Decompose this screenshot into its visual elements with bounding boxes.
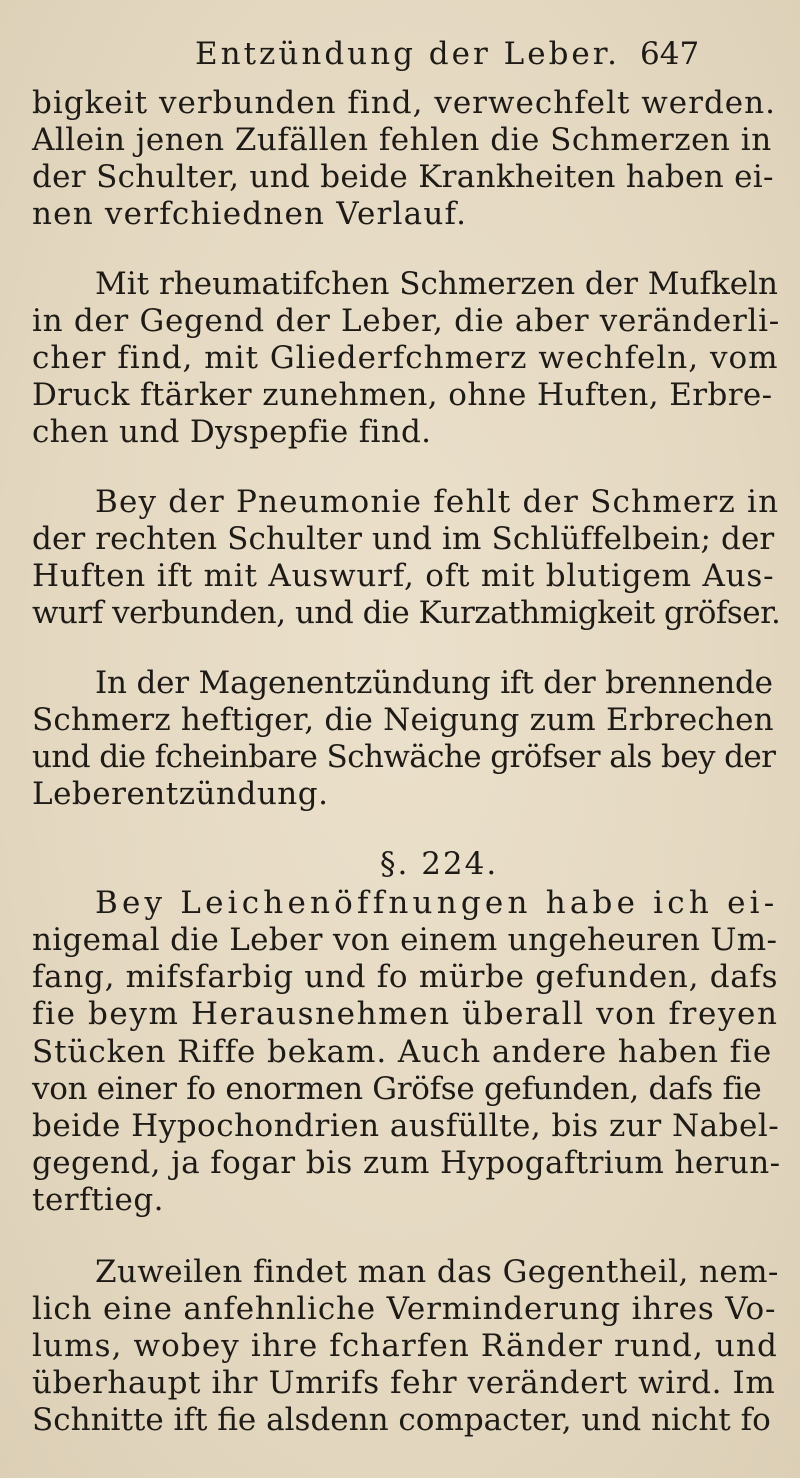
text-line: Mit rheumatifchen Schmerzen der Mufkeln bbox=[95, 265, 778, 302]
text-line: Bey Leichenöffnungen habe ich ei- bbox=[95, 885, 779, 922]
text-line: Allein jenen Zufällen fehlen die Schmerzen in bbox=[32, 122, 772, 159]
text-line: Bey der Pneumonie fehlt der Schmerz in bbox=[95, 484, 780, 521]
text-line: gegend, ja fogar bis zum Hypogaftrium herun- bbox=[32, 1144, 781, 1181]
text-line: wurf verbunden, und die Kurzathmigkeit gröfser. bbox=[32, 595, 781, 632]
text-line: von einer fo enormen Gröfse gefunden, dafs fie bbox=[32, 1070, 762, 1107]
text-line: Zuweilen findet man das Gegentheil, nem- bbox=[95, 1253, 779, 1290]
text-line: in der Gegend der Leber, die aber veränderli- bbox=[32, 303, 780, 340]
text-line: der rechten Schulter und im Schlüffelbein; der bbox=[32, 521, 775, 558]
text-line: In der Magenentzündung ift der brennende bbox=[95, 665, 773, 702]
text-line: Druck ftärker zunehmen, ohne Huften, Erbre- bbox=[32, 377, 773, 414]
text-line: fie beym Herausnehmen überall von freyen bbox=[32, 996, 779, 1033]
text-line: und die fcheinbare Schwäche gröfser als bey der bbox=[32, 739, 776, 776]
section-heading: §. 224. bbox=[380, 846, 499, 883]
text-line: nen verfchiednen Verlauf. bbox=[32, 196, 468, 233]
text-line: bigkeit verbunden find, verwechfelt werden. bbox=[32, 85, 776, 121]
text-line: lich eine anfehnliche Verminderung ihres Vo- bbox=[32, 1290, 777, 1327]
page-number: 647 bbox=[640, 36, 700, 72]
text-line: überhaupt ihr Umrifs fehr verändert wird. Im bbox=[32, 1364, 776, 1401]
text-line: cher find, mit Gliederfchmerz wechfeln, vom bbox=[32, 340, 779, 377]
text-line: beide Hypochondrien ausfüllte, bis zur Nabel- bbox=[32, 1107, 780, 1144]
running-head: Entzündung der Leber. bbox=[195, 36, 621, 72]
text-line: Schmerz heftiger, die Neigung zum Erbrechen bbox=[32, 702, 774, 739]
text-line: Stücken Riffe bekam. Auch andere haben fie bbox=[32, 1033, 773, 1070]
text-line: terftieg. bbox=[32, 1182, 165, 1219]
text-line: der Schulter, und beide Krankheiten haben ei- bbox=[32, 159, 774, 196]
text-line: fang, mifsfarbig und fo mürbe gefunden, dafs bbox=[32, 959, 779, 996]
text-line: Leberentzündung. bbox=[32, 776, 329, 813]
text-line: chen und Dyspepfie find. bbox=[32, 414, 432, 451]
page-header bbox=[0, 36, 800, 86]
text-line: lums, wobey ihre fcharfen Ränder rund, und bbox=[32, 1327, 778, 1364]
text-line: nigemal die Leber von einem ungeheuren Um- bbox=[32, 922, 778, 959]
text-line: Schnitte ift fie alsdenn compacter, und nicht fo bbox=[32, 1402, 771, 1438]
text-line: Huften ift mit Auswurf, oft mit blutigem Aus- bbox=[32, 558, 775, 595]
